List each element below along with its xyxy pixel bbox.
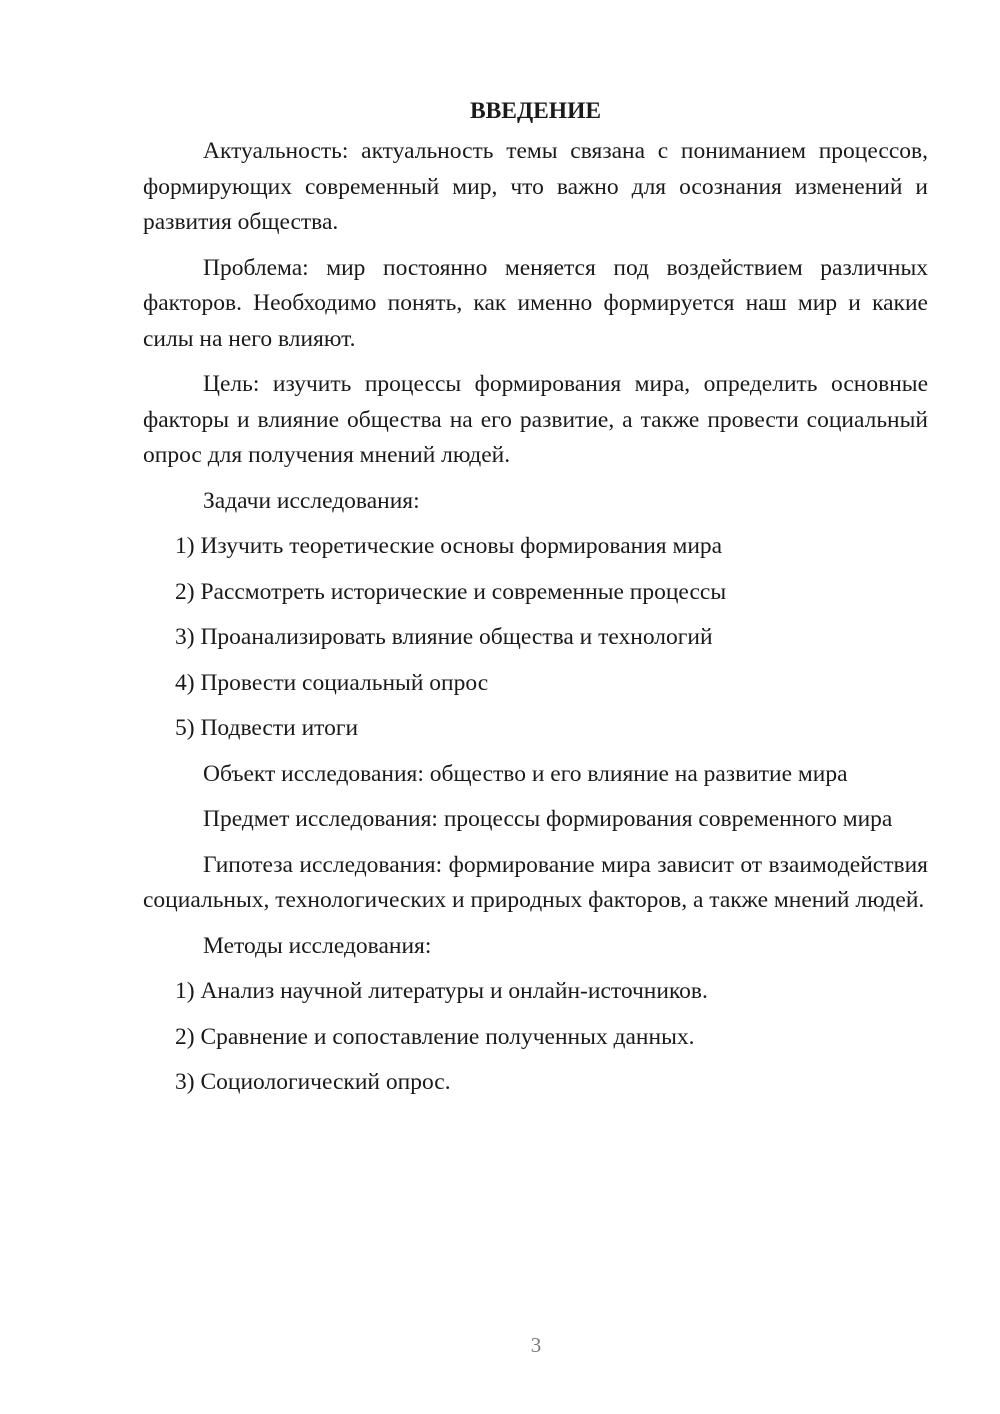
list-item: 5) Подвести итоги (175, 715, 359, 741)
methods-list (143, 974, 928, 1101)
page-number: 3 (530, 1333, 542, 1357)
list-item: 1) Анализ научной литературы и онлайн-источников. (175, 978, 708, 1004)
object-paragraph: Объект исследования: общество и его влияние на развитие мира (203, 760, 848, 787)
list-item: 4) Провести социальный опрос (175, 669, 489, 696)
list-item: 3) Проанализировать влияние общества и технологий (175, 624, 713, 650)
list-item: 2) Сравнение и сопоставление полученных данных. (175, 1023, 695, 1050)
methods-heading: Методы исследования: (203, 932, 432, 959)
list-item: 3) Социологический опрос. (175, 1069, 451, 1095)
list-item: 1) Изучить теоретические основы формирования мира (175, 533, 723, 559)
section-title: ВВЕДЕНИЕ (469, 98, 602, 124)
subject-paragraph: Предмет исследования: процессы формирования современного мира (203, 806, 893, 832)
hypothesis-paragraph: Гипотеза исследования: формирование мира зависит от взаимодействия социальных, технологических и природных факторов, а также мнений людей. (143, 851, 928, 913)
problem-paragraph: Проблема: мир постоянно меняется под воздействием различных факторов. Необходимо понять, как именно формируется наш мир и какие силы на него влияют. (143, 254, 928, 352)
document-body (143, 96, 928, 1111)
tasks-list (143, 529, 928, 747)
tasks-heading: Задачи исследования: (203, 487, 420, 514)
relevance-paragraph: Актуальность: актуальность темы связана с пониманием процессов, формирующих современный мир, что важно для осознания изменений и развития общества. (143, 138, 928, 235)
goal-paragraph: Цель: изучить процессы формирования мира, определить основные факторы и влияние общества на его развитие, а также провести социальный опрос для получения мнений людей. (143, 371, 928, 468)
list-item: 2) Рассмотреть исторические и современные процессы (175, 578, 727, 605)
